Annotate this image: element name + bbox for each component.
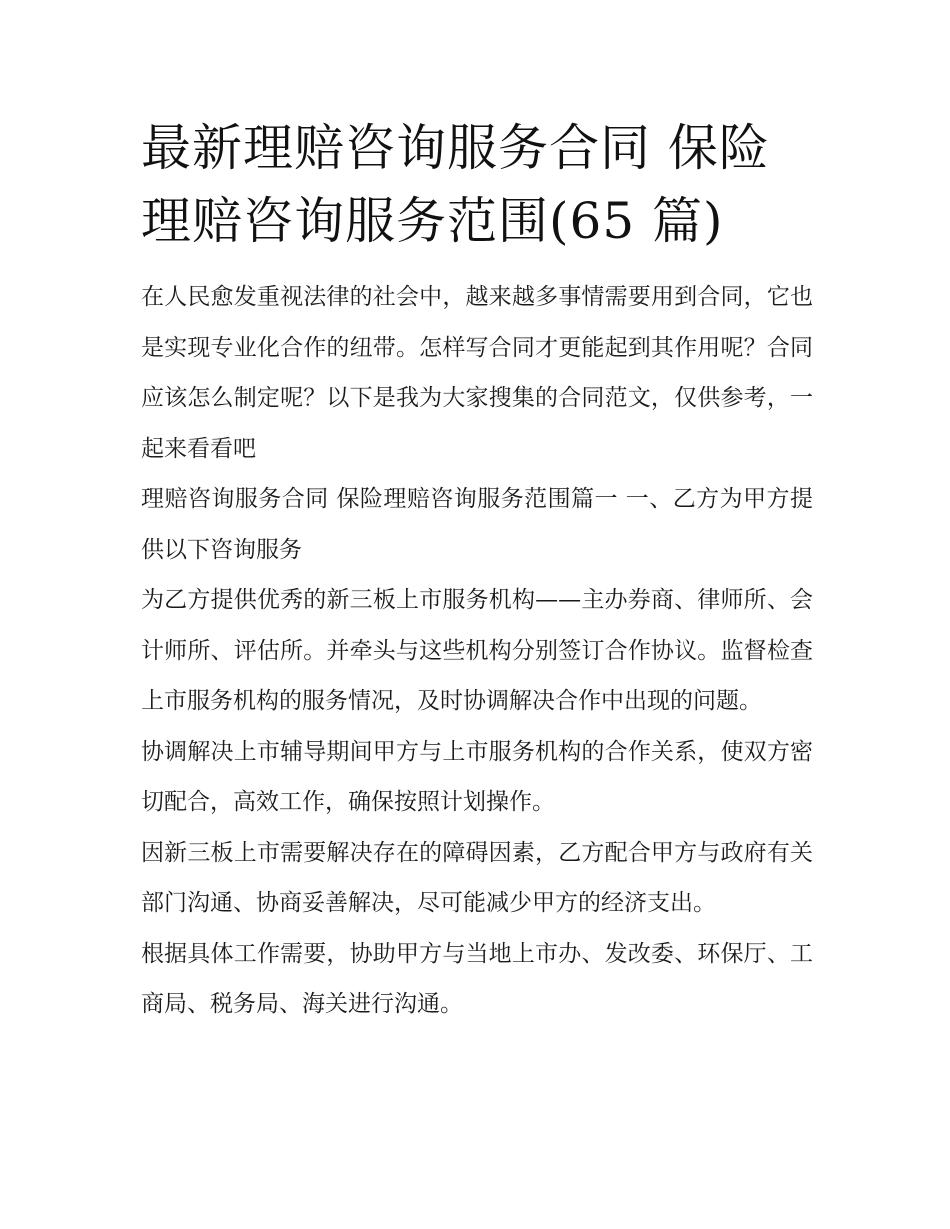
document-body [141,112,813,1030]
paragraph-obstacles: 因新三板上市需要解决存在的障碍因素，乙方配合甲方与政府有关部门沟通、协商妥善解决，尽可能减少甲方的经济支出。 [141,839,813,916]
paragraph-government-liaison: 根据具体工作需要，协助甲方与当地上市办、发改委、环保厅、工商局、税务局、海关进行沟通。 [141,940,813,1017]
document-title: 最新理赔咨询服务合同 保险理赔咨询服务范围(65 篇) [141,119,770,250]
paragraph-coordination: 协调解决上市辅导期间甲方与上市服务机构的合作关系，使双方密切配合，高效工作，确保按照计划操作。 [141,738,813,815]
paragraph-intro: 在人民愈发重视法律的社会中，越来越多事情需要用到合同，它也是实现专业化合作的纽带。怎样写合同才更能起到其作用呢？合同应该怎么制定呢？以下是我为大家搜集的合同范文，仅供参考，一起来看看吧 [141,284,813,462]
paragraph-section-heading: 理赔咨询服务合同 保险理赔咨询服务范围篇一 一、乙方为甲方提供以下咨询服务 [141,486,813,563]
paragraph-service-institutions: 为乙方提供优秀的新三板上市服务机构——主办券商、律师所、会计师所、评估所。并牵头与这些机构分别签订合作协议。监督检查上市服务机构的服务情况，及时协调解决合作中出现的问题。 [141,587,813,714]
